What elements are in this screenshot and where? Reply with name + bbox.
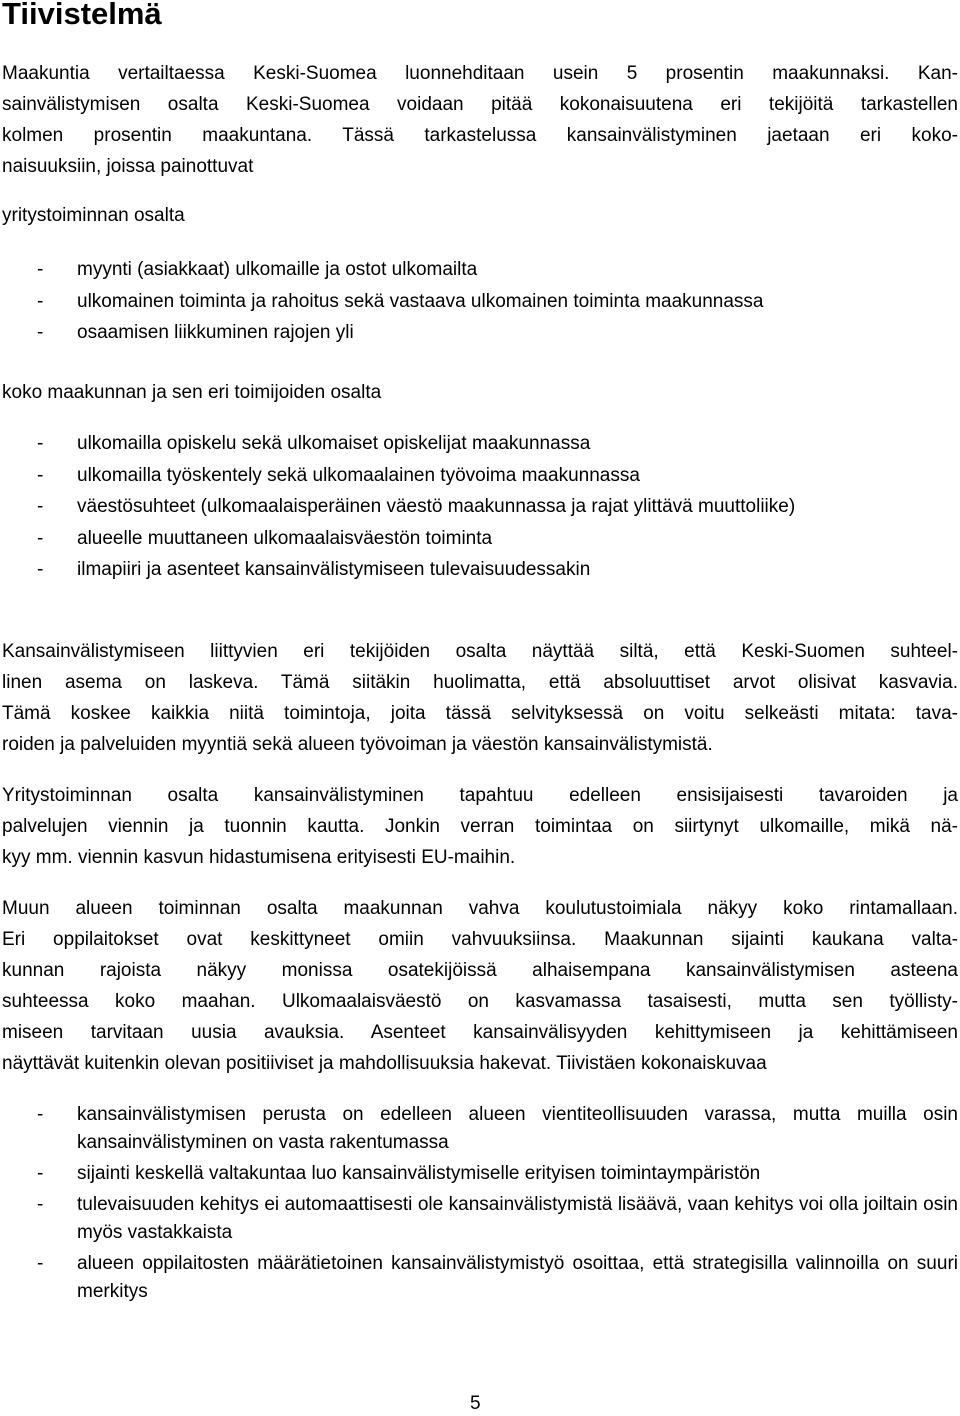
list-dash: - — [37, 559, 44, 580]
list-item — [2, 460, 958, 492]
business-heading: yritystoiminnan osalta — [2, 205, 185, 226]
list-dash: - — [37, 433, 44, 454]
paragraph-line: näyttävät kuitenkin olevan positiiviset ja mahdollisuuksia hakevat. Tiivistäen kokonaiskuvaa — [2, 1053, 767, 1074]
paragraph-line: Eri oppilaitokset ovat keskittyneet omiin vahvuuksiinsa. Maakunnan sijainti kaukana valta- — [2, 929, 958, 950]
list-dash: - — [37, 1104, 44, 1125]
list-item — [2, 254, 958, 286]
list-item — [2, 317, 958, 349]
list-item-text: ulkomailla työskentely sekä ulkomaalainen työvoima maakunnassa — [77, 464, 640, 486]
region-heading: koko maakunnan ja sen eri toimijoiden osalta — [2, 382, 382, 403]
list-item-text: alueen oppilaitosten määrätietoinen kansainvälistymistyö osoittaa, että strategisilla valinnoilla on suuri merkitys — [77, 1253, 958, 1302]
list-dash: - — [37, 1163, 44, 1184]
list-item — [2, 523, 958, 555]
list-dash: - — [37, 496, 44, 517]
list-item — [2, 491, 958, 523]
list-item — [2, 286, 958, 318]
list-item — [2, 1250, 958, 1306]
paragraph-line: palvelujen viennin ja tuonnin kautta. Jonkin verran toimintaa on siirtynyt ulkomaille, mikä nä- — [2, 816, 958, 837]
paragraph-line: Muun alueen toiminnan osalta maakunnan vahva koulutustoimiala näkyy koko rintamallaan. — [2, 898, 958, 919]
list-item — [2, 1191, 958, 1247]
list-item-text: ilmapiiri ja asenteet kansainvälistymiseen tulevaisuudessakin — [77, 559, 591, 580]
paragraph-line: linen asema on laskeva. Tämä siitäkin huolimatta, että absoluuttiset arvot olisivat kasvavia. — [2, 672, 958, 693]
list-item-text: ulkomainen toiminta ja rahoitus sekä vastaava ulkomainen toiminta maakunnassa — [77, 290, 764, 312]
paragraph-line: roiden ja palveluiden myyntiä sekä alueen työvoiman ja väestön kansainvälistymistä. — [2, 734, 713, 755]
list-dash: - — [37, 1253, 44, 1274]
intro-line: sainvälistymisen osalta Keski-Suomea voidaan pitää kokonaisuutena eri tekijöitä tarkastellen — [2, 94, 958, 115]
list-item-text: osaamisen liikkuminen rajojen yli — [77, 322, 354, 343]
list-item-text: sijainti keskellä valtakuntaa luo kansainvälistymiselle erityisen toimintaympäristön — [77, 1163, 761, 1184]
list-item — [2, 1160, 958, 1188]
intro-line: Maakuntia vertailtaessa Keski-Suomea luonnehditaan usein 5 prosentin maakunnaksi. Kan- — [2, 63, 958, 84]
intro-line: naisuuksiin, joissa painottuvat — [2, 156, 254, 177]
paragraph-line: Kansainvälistymiseen liittyvien eri tekijöiden osalta näyttää siltä, että Keski-Suomen suhteel- — [2, 641, 958, 662]
intro-line: kolmen prosentin maakuntana. Tässä tarkastelussa kansainvälistyminen jaetaan eri koko- — [2, 125, 958, 146]
paragraph-region — [2, 893, 958, 1079]
list-dash: - — [37, 322, 44, 343]
list-item — [2, 428, 958, 460]
list-item-text: alueelle muuttaneen ulkomaalaisväestön toiminta — [77, 527, 493, 549]
paragraph-line: kunnan rajoista näkyy monissa osatekijöissä alhaisempana kansainvälistymisen asteena — [2, 960, 958, 981]
list-item — [2, 554, 958, 586]
list-dash: - — [37, 464, 44, 486]
list-item-text: myynti (asiakkaat) ulkomaille ja ostot ulkomailta — [77, 259, 478, 280]
business-list — [2, 254, 958, 349]
list-dash: - — [37, 290, 44, 312]
region-list — [2, 428, 958, 586]
paragraph-line: kyy mm. viennin kasvun hidastumisena erityisesti EU-maihin. — [2, 847, 516, 868]
paragraph-line: suhteessa koko maahan. Ulkomaalaisväestö on kasvamassa tasaisesti, mutta sen työllisty- — [2, 991, 958, 1012]
page-number: 5 — [470, 1393, 481, 1414]
page-title: Tiivistelmä — [2, 0, 162, 31]
summary-list — [2, 1101, 958, 1306]
paragraph-line: Tämä koskee kaikkia niitä toimintoja, joita tässä selvityksessä on voitu selkeästi mitata: tava- — [2, 703, 958, 724]
paragraph-line: miseen tarvitaan uusia avauksia. Asenteet kansainvälisyyden kehittymiseen ja kehittämiseen — [2, 1022, 958, 1043]
list-item-text: kansainvälistymisen perusta on edelleen alueen vientiteollisuuden varassa, mutta muilla osin kansainvälistyminen on vasta rakentumassa — [77, 1104, 958, 1153]
list-item — [2, 1101, 958, 1157]
paragraph-line: Yritystoiminnan osalta kansainvälistyminen tapahtuu edelleen ensisijaisesti tavaroiden ja — [2, 785, 958, 806]
paragraph-relative-position — [2, 636, 958, 760]
list-item-text: tulevaisuuden kehitys ei automaattisesti ole kansainvälistymistä lisäävä, vaan kehitys voi olla joiltain osin myös vastakkaista — [77, 1194, 958, 1243]
list-dash: - — [37, 259, 44, 280]
list-item-text: väestösuhteet (ulkomaalaisperäinen väestö maakunnassa ja rajat ylittävä muuttoliike) — [77, 496, 796, 517]
list-dash: - — [37, 1194, 44, 1215]
paragraph-business — [2, 780, 958, 873]
intro-paragraph — [2, 58, 958, 182]
list-item-text: ulkomailla opiskelu sekä ulkomaiset opiskelijat maakunnassa — [77, 433, 591, 454]
list-dash: - — [37, 527, 44, 549]
